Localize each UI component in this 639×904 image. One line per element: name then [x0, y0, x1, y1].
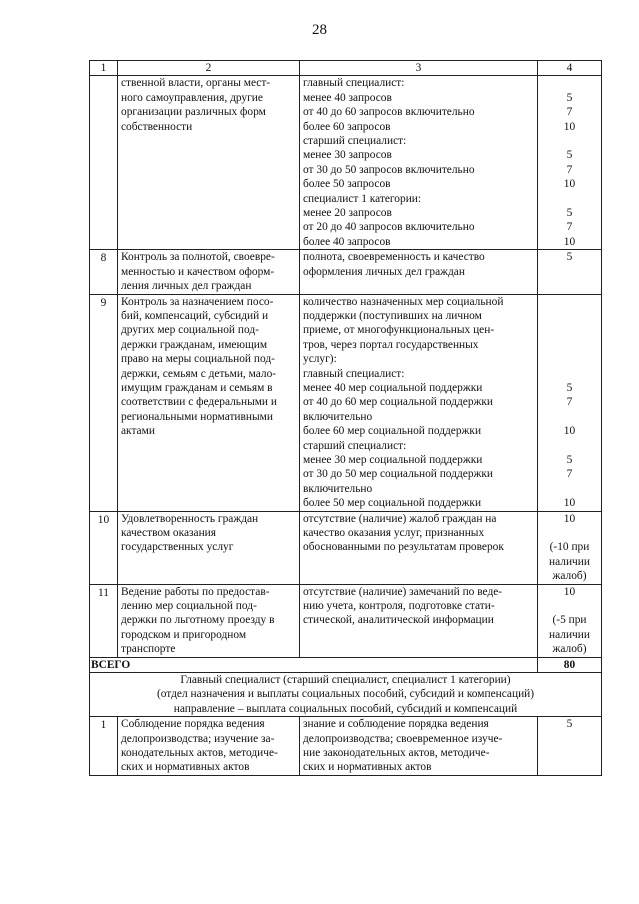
criteria-line: поддержки (поступивших на личном: [303, 309, 482, 322]
criteria-line: услуг):: [303, 353, 337, 366]
criteria-line: качество оказания услуг, признанных: [303, 527, 485, 539]
score-cell: [538, 511, 602, 584]
criteria-line: полнота, своевременность и качество: [303, 251, 485, 264]
criteria-line: менее 20 запросов: [303, 207, 392, 220]
criteria-line: от 30 до 50 запросов включительно: [303, 163, 475, 176]
criteria-line: более 60 запросов: [303, 120, 391, 133]
score-value: [541, 410, 598, 424]
section-heading-line: (отдел назначения и выплаты социальных пособий, субсидий и компенсаций): [156, 688, 535, 701]
score-value: (-5 при: [552, 614, 587, 627]
column-header: 4: [538, 61, 602, 76]
indicator-line: качеством оказания: [121, 527, 216, 539]
table-row: [90, 76, 602, 250]
indicator-line: право на меры социальной под-: [121, 353, 275, 366]
score-value: [541, 323, 598, 337]
indicator-line: Контроль за назначением посо-: [121, 295, 274, 308]
indicator-cell: [118, 717, 300, 776]
score-value: 5: [566, 91, 573, 104]
score-cell: [538, 250, 602, 294]
column-header: 2: [118, 61, 300, 76]
criteria-line: менее 30 мер социальной поддержки: [303, 453, 483, 466]
criteria-line: старший специалист:: [303, 439, 407, 452]
score-value: жалоб): [552, 570, 587, 583]
criteria-line: приеме, от многофункциональных цен-: [303, 324, 495, 337]
indicator-line: соответствии с федеральными и: [121, 396, 277, 409]
score-value: (-10 при: [549, 541, 590, 554]
score-value: 7: [566, 468, 573, 481]
criteria-line: от 40 до 60 мер социальной поддержки: [303, 396, 494, 409]
score-value: жалоб): [552, 643, 587, 656]
score-value: [541, 309, 598, 323]
indicator-line: держки по льготному проезду в: [121, 614, 275, 627]
indicator-line: государственных услуг: [121, 541, 234, 554]
criteria-line: от 40 до 60 запросов включительно: [303, 106, 475, 119]
indicator-line: бий, компенсаций, субсидий и: [121, 309, 269, 322]
indicator-line: имущим гражданам и семьям в: [121, 381, 273, 394]
section-heading-row: [90, 673, 602, 717]
indicator-line: Соблюдение порядка ведения: [121, 718, 265, 731]
column-header: 1: [90, 61, 118, 76]
score-cell: [538, 76, 602, 250]
criteria-line: оформления личных дел граждан: [303, 265, 465, 278]
indicator-line: городском и пригородном: [121, 628, 247, 641]
row-number: [90, 76, 118, 250]
indicator-line: ственной власти, органы мест-: [121, 77, 271, 90]
table-row: [90, 250, 602, 294]
criteria-line: делопроизводства; своевременное изуче-: [303, 732, 503, 745]
total-row: [90, 657, 602, 672]
indicator-line: региональными нормативными: [121, 410, 273, 423]
criteria-line: главный специалист:: [303, 77, 405, 90]
row-number: 1: [90, 717, 118, 776]
total-value: 80: [538, 657, 602, 672]
criteria-line: более 50 мер социальной поддержки: [303, 497, 482, 510]
table-row: [90, 294, 602, 511]
score-value: 10: [563, 235, 576, 248]
indicator-cell: [118, 584, 300, 657]
criteria-line: отсутствие (наличие) жалоб граждан на: [303, 512, 497, 525]
criteria-line: от 20 до 40 запросов включительно: [303, 221, 475, 234]
score-value: 10: [563, 497, 576, 510]
score-value: [541, 482, 598, 496]
criteria-cell: [300, 717, 538, 776]
criteria-line: включительно: [303, 482, 373, 495]
score-value: 7: [566, 106, 573, 119]
score-value: наличии: [549, 555, 590, 568]
criteria-line: специалист 1 категории:: [303, 192, 422, 205]
criteria-line: менее 30 запросов: [303, 149, 392, 162]
criteria-line: более 60 мер социальной поддержки: [303, 425, 482, 438]
score-value: 10: [563, 425, 576, 438]
table-row: [90, 584, 602, 657]
indicator-cell: [118, 511, 300, 584]
score-value: 5: [566, 149, 573, 162]
score-cell: [538, 584, 602, 657]
section-heading-line: Главный специалист (старший специалист, специалист 1 категории): [180, 674, 511, 687]
score-value: 10: [563, 585, 576, 598]
score-value: [541, 599, 598, 613]
criteria-line: старший специалист:: [303, 135, 407, 148]
indicator-line: конодательных актов, методиче-: [121, 747, 278, 760]
criteria-line: ние законодательных актов, методиче-: [303, 747, 490, 760]
row-number: 11: [90, 584, 118, 657]
indicator-line: менностью и качеством оформ-: [121, 265, 275, 278]
section-heading-line: направление – выплата социальных пособий, субсидий и компенсаций: [173, 702, 518, 715]
criteria-cell: [300, 511, 538, 584]
criteria-table: [89, 60, 602, 776]
indicator-cell: [118, 76, 300, 250]
score-value: [541, 192, 598, 206]
indicator-line: организации различных форм: [121, 106, 266, 119]
score-value: [541, 366, 598, 380]
criteria-cell: [300, 294, 538, 511]
total-label: ВСЕГО: [90, 657, 538, 672]
indicator-line: ления личных дел граждан: [121, 280, 252, 293]
criteria-line: включительно: [303, 410, 373, 423]
criteria-line: от 30 до 50 мер социальной поддержки: [303, 468, 494, 481]
score-value: 5: [566, 207, 573, 220]
indicator-line: собственности: [121, 120, 193, 133]
indicator-line: держки, семьям с детьми, мало-: [121, 367, 277, 380]
indicator-cell: [118, 294, 300, 511]
score-value: 10: [563, 512, 576, 525]
score-value: [541, 134, 598, 148]
table-row: [90, 717, 602, 776]
criteria-line: знание и соблюдение порядка ведения: [303, 718, 489, 731]
score-cell: [538, 717, 602, 776]
criteria-line: стической, аналитической информации: [303, 614, 494, 627]
indicator-line: ного самоуправления, другие: [121, 91, 263, 104]
column-header: 3: [300, 61, 538, 76]
indicator-line: держки гражданам, имеющим: [121, 338, 268, 351]
row-number: 9: [90, 294, 118, 511]
criteria-line: менее 40 запросов: [303, 91, 392, 104]
score-value: 7: [566, 163, 573, 176]
score-cell: [538, 294, 602, 511]
score-value: [541, 338, 598, 352]
row-number: 10: [90, 511, 118, 584]
criteria-line: количество назначенных мер социальной: [303, 295, 504, 308]
score-value: 5: [566, 381, 573, 394]
score-value: 7: [566, 396, 573, 409]
indicator-line: ских и нормативных актов: [121, 761, 250, 774]
score-value: наличии: [549, 628, 590, 641]
indicator-line: других мер социальной под-: [121, 324, 259, 337]
page-number: 28: [312, 22, 327, 38]
indicator-line: Ведение работы по предостав-: [121, 585, 270, 598]
indicator-line: транспорте: [121, 643, 176, 656]
score-value: 10: [563, 120, 576, 133]
score-value: [541, 438, 598, 452]
criteria-line: тров, через портал государственных: [303, 338, 479, 351]
indicator-line: Контроль за полнотой, своевре-: [121, 251, 275, 264]
score-value: 7: [566, 221, 573, 234]
indicator-line: актами: [121, 425, 155, 438]
table-row: [90, 511, 602, 584]
score-value: 5: [566, 251, 573, 264]
criteria-line: нию учета, контроля, подготовке стати-: [303, 600, 495, 613]
criteria-line: ских и нормативных актов: [303, 761, 432, 774]
criteria-cell: [300, 250, 538, 294]
criteria-line: главный специалист:: [303, 367, 405, 380]
criteria-cell: [300, 584, 538, 657]
row-number: 8: [90, 250, 118, 294]
criteria-line: обоснованными по результатам проверок: [303, 541, 504, 554]
score-value: 10: [563, 178, 576, 191]
criteria-line: более 40 запросов: [303, 235, 391, 248]
table-header-row: [90, 61, 602, 76]
indicator-line: Удовлетворенность граждан: [121, 512, 259, 525]
indicator-line: делопроизводства; изучение за-: [121, 732, 275, 745]
score-value: [541, 526, 598, 540]
indicator-line: лению мер социальной под-: [121, 600, 257, 613]
score-value: [541, 295, 598, 309]
score-value: 5: [566, 718, 573, 731]
indicator-cell: [118, 250, 300, 294]
criteria-line: более 50 запросов: [303, 178, 391, 191]
criteria-line: менее 40 мер социальной поддержки: [303, 381, 483, 394]
criteria-line: отсутствие (наличие) замечаний по веде-: [303, 585, 503, 598]
score-value: 5: [566, 453, 573, 466]
section-heading: [90, 673, 602, 717]
score-value: [541, 352, 598, 366]
score-value: [541, 76, 598, 90]
criteria-cell: [300, 76, 538, 250]
